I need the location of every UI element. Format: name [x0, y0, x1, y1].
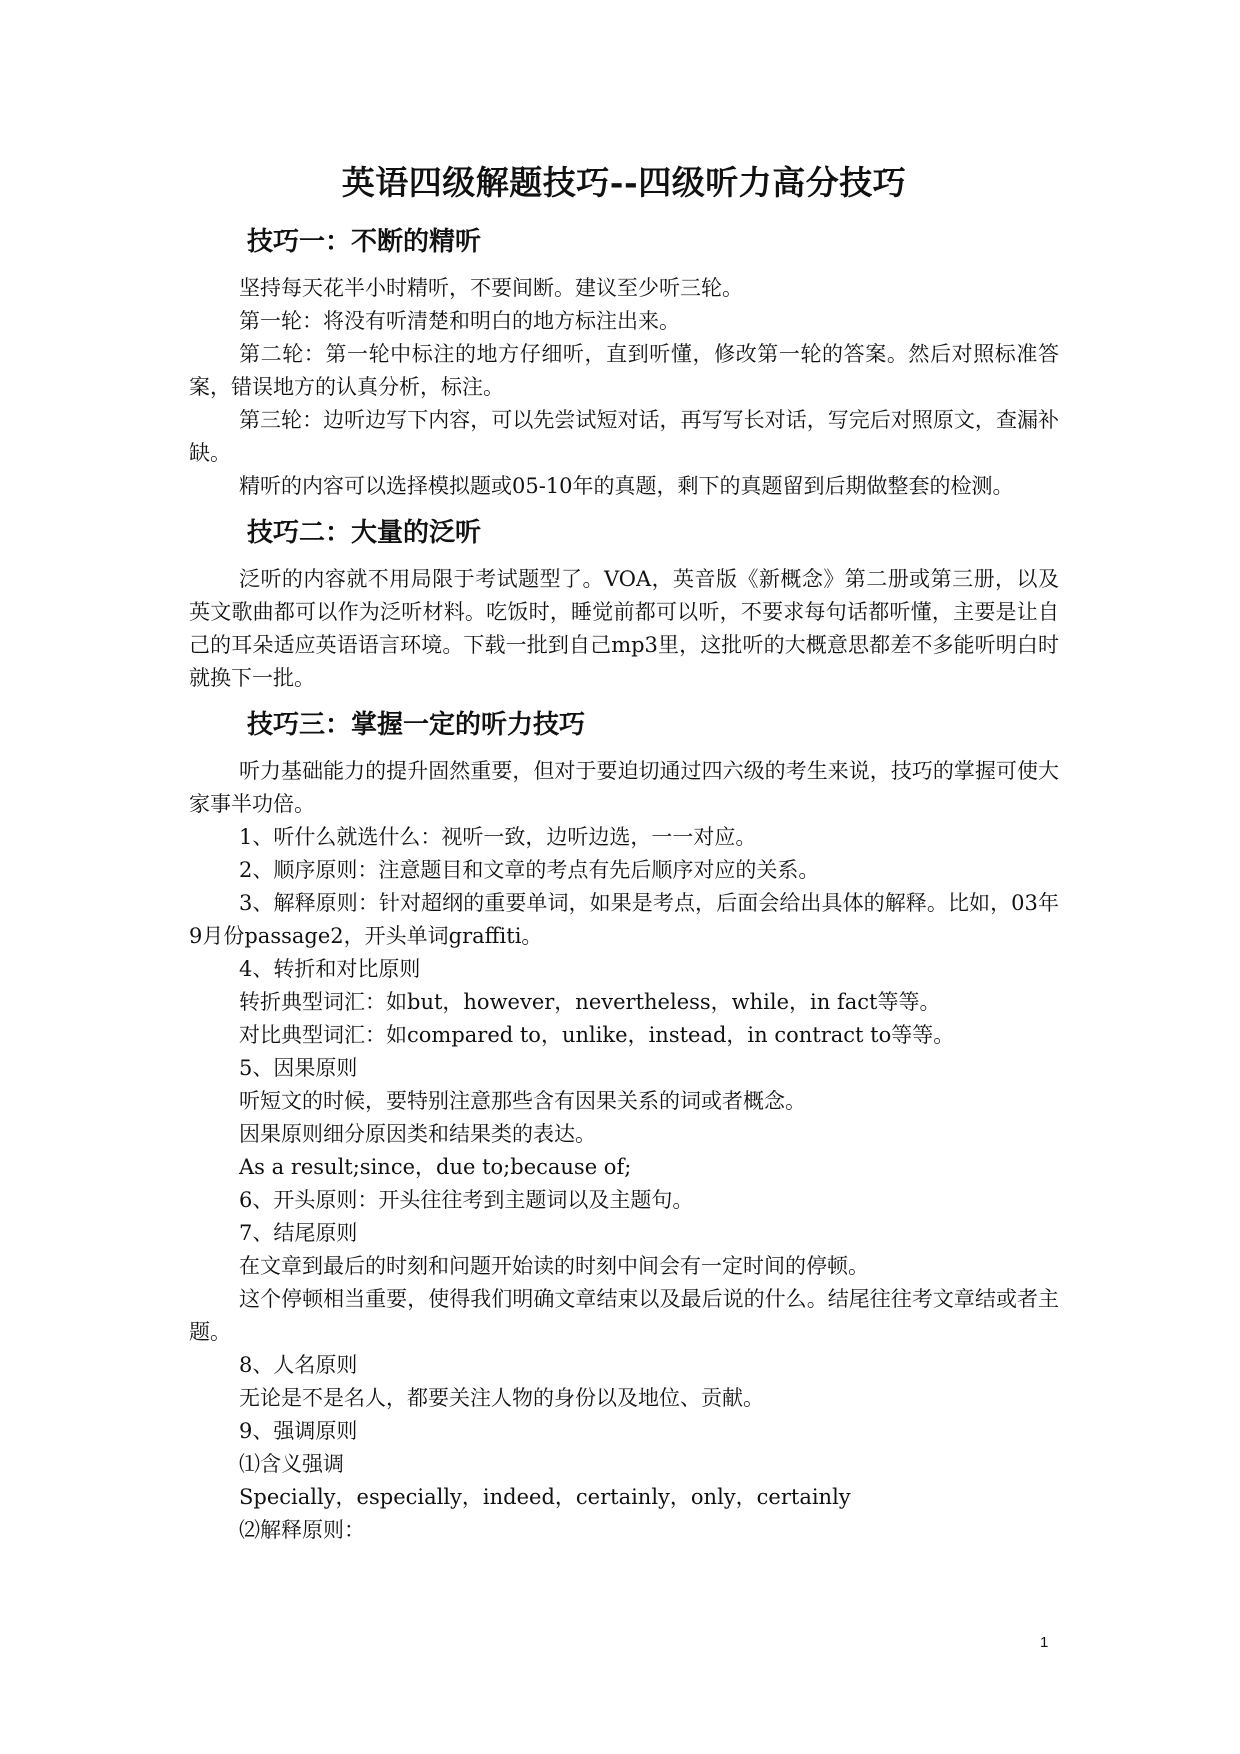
paragraph: 9、强调原则	[239, 1419, 358, 1443]
section-heading-1: 技巧一：不断的精听	[247, 227, 482, 257]
document-body	[189, 158, 1059, 1547]
paragraph: 第一轮：将没有听清楚和明白的地方标注出来。	[239, 309, 680, 333]
paragraph: 第二轮：第一轮中标注的地方仔细听，直到听懂，修改第一轮的答案。然后对照标准答案，错误地方的认真分析，标注。	[189, 342, 1059, 399]
paragraph: 这个停顿相当重要，使得我们明确文章结束以及最后说的什么。结尾往往考文章结或者主题。	[189, 1287, 1059, 1344]
paragraph: 4、转折和对比原则	[239, 957, 421, 981]
paragraph: 转折典型词汇：如but，however，nevertheless，while，in fact等等。	[239, 990, 941, 1014]
paragraph: 精听的内容可以选择模拟题或05-10年的真题，剩下的真题留到后期做整套的检测。	[239, 474, 1014, 498]
paragraph: 无论是不是名人，都要关注人物的身份以及地位、贡献。	[239, 1386, 764, 1410]
paragraph: 听力基础能力的提升固然重要，但对于要迫切通过四六级的考生来说，技巧的掌握可使大家事半功倍。	[189, 759, 1059, 816]
paragraph: ⑴含义强调	[239, 1452, 344, 1476]
paragraph: As a result;since，due to;because of;	[239, 1155, 632, 1179]
paragraph: 1、听什么就选什么：视听一致，边听边选，一一对应。	[239, 825, 757, 849]
paragraph: 3、解释原则：针对超纲的重要单词，如果是考点，后面会给出具体的解释。比如，03年9月份passage2，开头单词graffiti。	[189, 891, 1059, 948]
paragraph: 因果原则细分原因类和结果类的表达。	[239, 1122, 596, 1146]
paragraph: 坚持每天花半小时精听，不要间断。建议至少听三轮。	[239, 276, 743, 300]
paragraph: 2、顺序原则：注意题目和文章的考点有先后顺序对应的关系。	[239, 858, 820, 882]
document-title: 英语四级解题技巧--四级听力高分技巧	[341, 163, 907, 202]
paragraph: 在文章到最后的时刻和问题开始读的时刻中间会有一定时间的停顿。	[239, 1254, 869, 1278]
page-number: 1	[1040, 1634, 1049, 1651]
paragraph: 6、开头原则：开头往往考到主题词以及主题句。	[239, 1188, 694, 1212]
paragraph: 听短文的时候，要特别注意那些含有因果关系的词或者概念。	[239, 1089, 806, 1113]
paragraph: ⑵解释原则：	[239, 1518, 365, 1542]
paragraph: Specially，especially，indeed，certainly，only，certainly	[239, 1485, 851, 1509]
paragraph: 泛听的内容就不用局限于考试题型了。VOA，英音版《新概念》第二册或第三册，以及英文歌曲都可以作为泛听材料。吃饭时，睡觉前都可以听，不要求每句话都听懂，主要是让自己的耳朵适应英语语言环境。下载一批到自己mp3里，这批听的大概意思都差不多能听明白时就换下一批。	[189, 567, 1059, 690]
paragraph: 5、因果原则	[239, 1056, 358, 1080]
section-heading-2: 技巧二：大量的泛听	[247, 518, 482, 548]
paragraph: 7、结尾原则	[239, 1221, 358, 1245]
paragraph: 第三轮：边听边写下内容，可以先尝试短对话，再写写长对话，写完后对照原文，查漏补缺。	[189, 408, 1059, 465]
paragraph: 对比典型词汇：如compared to，unlike，instead，in contract to等等。	[239, 1023, 955, 1047]
section-heading-3: 技巧三：掌握一定的听力技巧	[247, 710, 586, 740]
paragraph: 8、人名原则	[239, 1353, 358, 1377]
